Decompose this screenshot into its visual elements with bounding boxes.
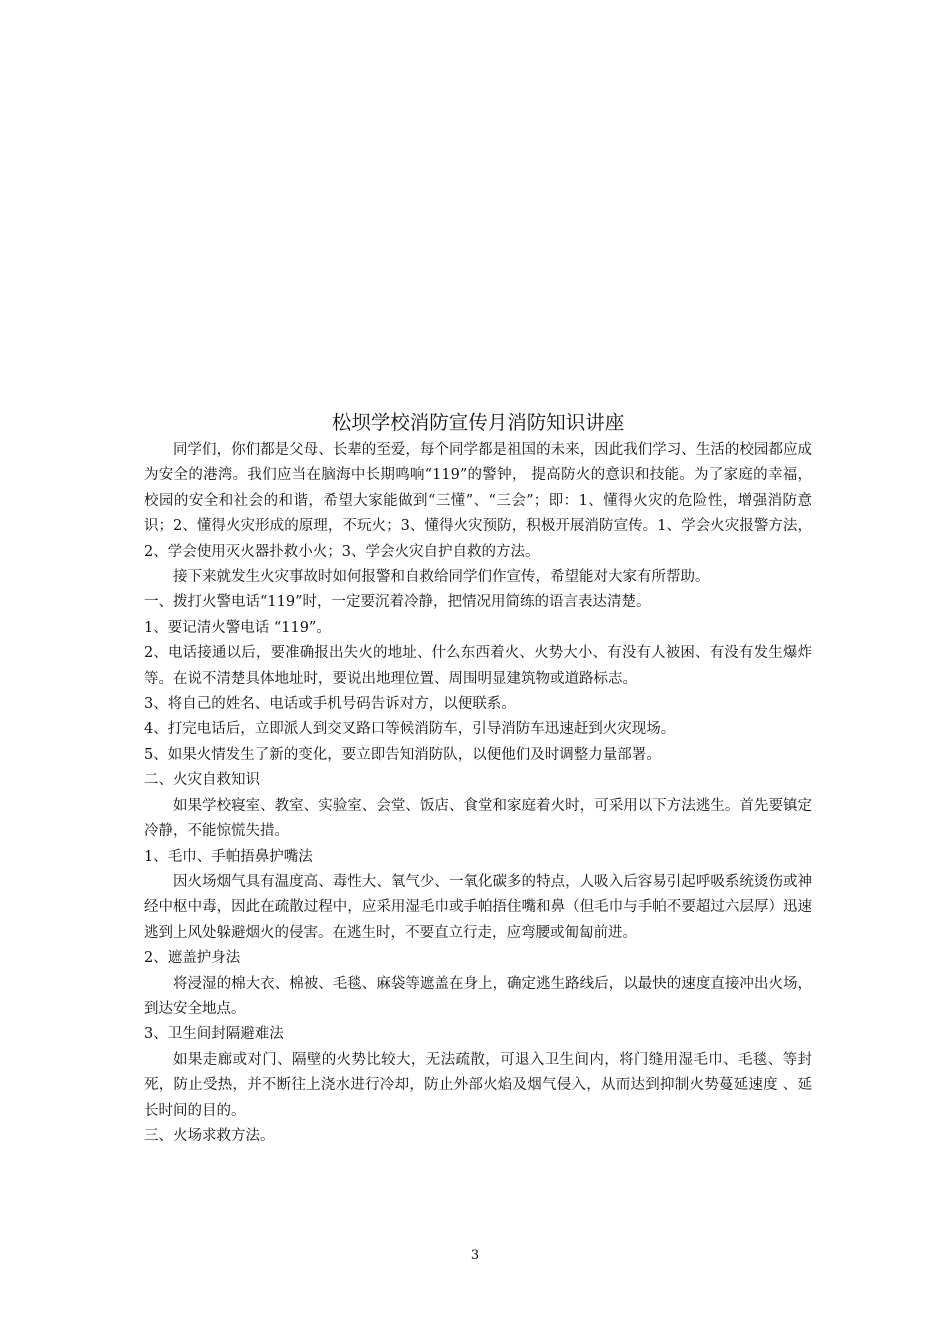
paragraph: 如果走廊或对门、隔壁的火势比较大，无法疏散，可退入卫生间内，将门缝用湿毛巾、毛毯、等封死，防止受热，并不断往上浇水进行冷却，防止外部火焰及烟气侵入，从而达到抑制火势蔓延速度 、延长时间的目的。 <box>144 1051 812 1119</box>
paragraph: 5、如果火情发生了新的变化，要立即告知消防队，以便他们及时调整力量部署。 <box>144 746 661 763</box>
paragraph: 二、火灾自救知识 <box>144 772 260 789</box>
paragraph: 2、遮盖护身法 <box>144 950 241 967</box>
paragraph: 4、打完电话后，立即派人到交叉路口等候消防车，引导消防车迅速赶到火灾现场。 <box>144 721 676 738</box>
paragraph: 同学们，你们都是父母、长辈的至爱，每个同学都是祖国的未来，因此我们学习、生活的校园都应成为安全的港湾。我们应当在脑海中长期鸣响“119”的警钟， 提高防火的意识和技能。为了家庭的幸福，校园的安全和社会的和谐，希望大家能做到“三懂”、“三会”；即：1、懂得火灾的危险性，增强消防意识；2、懂得火灾形成的原理，不玩火；3、懂得火灾预防，积极开展消防宣传。1、学会火灾报警方法，2、学会使用灭火器扑救小火；3、学会火灾自护自救的方法。 <box>144 442 812 560</box>
page-number: 3 <box>470 1248 480 1263</box>
paragraph-list <box>144 438 812 1149</box>
document-title: 松坝学校消防宣传月消防知识讲座 <box>331 411 625 434</box>
paragraph: 接下来就发生火灾事故时如何报警和自救给同学们作宣传，希望能对大家有所帮助。 <box>173 569 710 586</box>
paragraph: 如果学校寝室、教室、实验室、会堂、饭店、食堂和家庭着火时，可采用以下方法逃生。首先要镇定冷静，不能惊慌失措。 <box>144 797 812 840</box>
paragraph: 1、毛巾、手帕捂鼻护嘴法 <box>144 848 313 865</box>
document-body <box>144 408 812 1149</box>
paragraph: 2、电话接通以后，要准确报出失火的地址、什么东西着火、火势大小、有没有人被困、有没有发生爆炸等。在说不清楚具体地址时，要说出地理位置、周围明显建筑物或道路标志。 <box>144 645 812 687</box>
paragraph: 将浸湿的棉大衣、棉被、毛毯、麻袋等遮盖在身上，确定逃生路线后，以最快的速度直接冲出火场，到达安全地点。 <box>144 975 812 1017</box>
paragraph: 1、要记清火警电话 “119”。 <box>144 619 331 636</box>
paragraph: 3、将自己的姓名、电话或手机号码告诉对方，以便联系。 <box>144 696 516 713</box>
paragraph: 一、拨打火警电话“119”时，一定要沉着冷静，把情况用简练的语言表达清楚。 <box>144 594 651 611</box>
paragraph: 因火场烟气具有温度高、毒性大、氧气少、一氧化碳多的特点，人吸入后容易引起呼吸系统烫伤或神经中枢中毒，因此在疏散过程中，应采用湿毛巾或手帕捂住嘴和鼻（但毛巾与手帕不要超过六层厚）迅速逃到上风处躲避烟火的侵害。在逃生时，不要直立行走，应弯腰或匍匐前进。 <box>144 873 812 941</box>
paragraph: 三、火场求救方法。 <box>144 1127 275 1144</box>
paragraph: 3、卫生间封隔避难法 <box>144 1026 284 1043</box>
